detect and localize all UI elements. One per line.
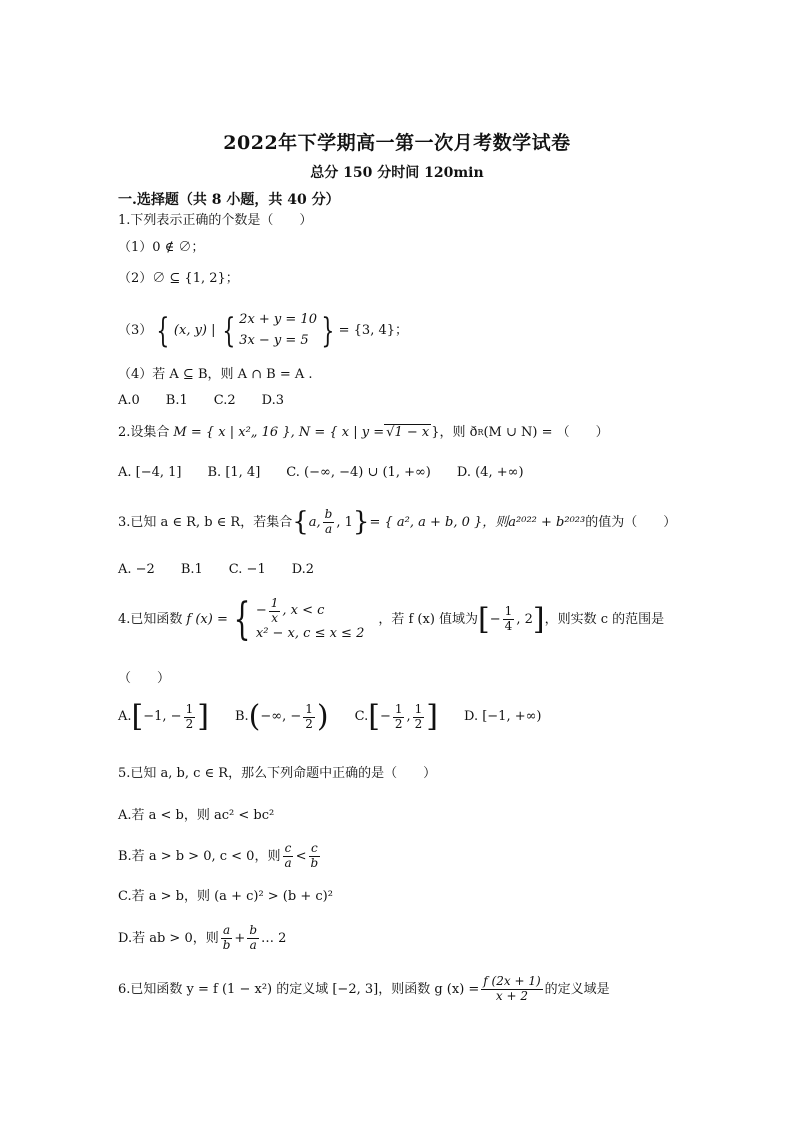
- q4-stem-pre: 4.已知函数: [118, 611, 183, 627]
- q3-option-d: D.2: [291, 562, 315, 577]
- q4-opt-c-comma: ,: [406, 709, 411, 725]
- q3-left-brace: {: [292, 507, 309, 538]
- q5-b-den1: a: [284, 855, 292, 870]
- q2-option-a: A. [−4, 1]: [118, 465, 182, 480]
- q4-opt-b-open: (: [248, 699, 261, 734]
- q2-set-end: }，则 ð: [431, 424, 478, 440]
- q3-option-a: A. −2: [118, 562, 155, 577]
- q4-case1-den: x: [271, 610, 278, 625]
- q4-opt-a-den: 2: [185, 716, 194, 731]
- q4-options: [118, 699, 568, 734]
- q1-option-d: D.3: [261, 393, 285, 408]
- q4-opt-c-num1: 1: [394, 701, 403, 716]
- q2-sets: M = { x | x²„ 16 }, N = { x | y =: [173, 424, 385, 440]
- q3-set-a-end: , 1: [336, 514, 353, 530]
- left-brace: {: [156, 310, 170, 351]
- q1-item-3-label: （3）: [118, 323, 153, 338]
- q1-item-1: （1）0 ∉ ∅；: [118, 240, 205, 255]
- q5-option-b: [118, 842, 322, 871]
- exam-subtitle: 总分 150 分时间 120min: [310, 165, 484, 181]
- q4-case-1: [256, 597, 365, 626]
- q3-stem-post: 的值为（ ）: [585, 514, 677, 530]
- q5-b-frac2: [309, 842, 321, 871]
- q1-item-4: （4）若 A ⊆ B，则 A ∩ B = A .: [118, 367, 313, 382]
- q4-stem-post: ，则实数 c 的范围是: [544, 611, 665, 627]
- q6-stem: [118, 975, 610, 1004]
- q3-expr: a²⁰²² + b²⁰²³: [508, 514, 586, 530]
- q4-case1-num: 1: [270, 596, 279, 610]
- q4-opt-b-label: B.: [234, 709, 249, 725]
- q4-opt-b-pre: −∞, −: [260, 709, 302, 725]
- q4-range-num: 1: [504, 604, 513, 619]
- q1-item-3: [118, 310, 408, 352]
- q4-case-brace: {: [233, 593, 251, 645]
- q2-sqrt: √1 − x: [386, 425, 430, 440]
- q2-option-c: C. (−∞, −4) ∪ (1, +∞): [286, 465, 431, 480]
- q4-range-frac: [503, 605, 515, 634]
- q1-eq1: 2x + y = 10: [239, 312, 317, 327]
- q4-stem-mid: ，若 f (x) 值域为: [378, 611, 479, 627]
- q1-stem: 1.下列表示正确的个数是（ ）: [118, 213, 313, 228]
- q2-stem-pre: 2.设集合: [118, 424, 170, 440]
- q5-b-frac1: [282, 842, 293, 871]
- q4-option-c: [354, 699, 438, 734]
- q4-opt-c-pre: −: [379, 709, 391, 725]
- q1-option-c: C.2: [213, 393, 236, 408]
- q4-opt-a-open: [: [131, 699, 144, 734]
- q4-option-a: [118, 699, 209, 734]
- q5-stem: 5.已知 a, b, c ∈ R，那么下列命题中正确的是（ ）: [118, 766, 437, 781]
- section-heading: 一.选择题（共 8 小题，共 40 分）: [118, 192, 340, 208]
- q4-opt-a-frac: [184, 703, 196, 732]
- right-brace: }: [321, 310, 335, 351]
- q5-b-lt: <: [295, 848, 307, 864]
- q5-d-plus: +: [234, 930, 246, 946]
- q4-opt-c-close: ]: [426, 699, 438, 734]
- q5-d-num1: a: [223, 923, 231, 937]
- q3-frac-den: a: [324, 521, 333, 536]
- q4-opt-b-num: 1: [305, 701, 313, 716]
- q3-stem: [118, 508, 676, 537]
- q4-range-minus: −: [489, 611, 501, 627]
- q4-case1-frac: [269, 597, 281, 626]
- q2-subscript: R: [477, 427, 484, 437]
- q5-b-num1: c: [284, 841, 292, 855]
- q6-frac-den: x + 2: [495, 988, 529, 1003]
- q4-opt-c-num2: 1: [414, 701, 423, 716]
- q4-opt-c-open: [: [368, 699, 380, 734]
- q6-stem-pre: 6.已知函数 y = f (1 − x²) 的定义域 [−2, 3]，则函数 g (x) =: [118, 981, 480, 997]
- q4-opt-b-close: ): [316, 699, 329, 734]
- q5-d-frac2: [247, 924, 259, 953]
- system-brace: {: [221, 310, 235, 351]
- q5-d-den2: a: [249, 937, 257, 952]
- q1-item-3-pair: (x, y) |: [173, 323, 216, 338]
- q5-d-pre: D.若 ab > 0，则: [118, 930, 219, 946]
- q2-options: [118, 465, 550, 481]
- q2-option-d: D. (4, +∞): [456, 465, 524, 480]
- q3-option-b: B.1: [180, 562, 203, 577]
- q5-b-den2: b: [310, 855, 319, 870]
- q4-case1-cond: , x < c: [282, 602, 325, 618]
- q4-opt-c-frac1: [393, 703, 405, 732]
- q5-d-post: … 2: [261, 930, 287, 946]
- q4-case-2: x² − x, c ≤ x ≤ 2: [255, 625, 365, 641]
- page-title: 2022年下学期高一第一次月考数学试卷: [223, 132, 571, 154]
- q4-opt-c-den1: 2: [394, 716, 403, 731]
- q2-sqrt-body: 1 − x: [394, 425, 430, 440]
- q4-cases: [256, 597, 365, 642]
- q1-item-2: （2）∅ ⊆ {1, 2}；: [118, 271, 239, 286]
- q5-option-d: [118, 924, 286, 953]
- q4-range-den: 4: [504, 619, 513, 634]
- q4-case1-minus: −: [255, 602, 267, 618]
- q4-option-b: [234, 699, 329, 734]
- q2-option-b: B. [1, 4]: [207, 465, 261, 480]
- q5-d-frac1: [221, 924, 233, 953]
- q5-option-a: A.若 a < b，则 ac² < bc²: [118, 808, 275, 823]
- q5-option-c: C.若 a > b，则 (a + c)² > (b + c)²: [118, 889, 333, 904]
- q4-stem: [118, 593, 665, 645]
- q5-d-den1: b: [222, 937, 231, 952]
- q1-item-3-result: = {3, 4}；: [338, 323, 408, 338]
- q3-set-b: = { a², a + b, 0 }，则: [369, 514, 509, 530]
- q3-options: [118, 562, 340, 578]
- q4-range-open: [: [478, 601, 490, 637]
- q1-system: [239, 310, 317, 352]
- q3-stem-pre: 3.已知 a ∈ R, b ∈ R，若集合: [118, 514, 293, 530]
- q4-opt-c-label: C.: [354, 709, 369, 725]
- q3-option-c: C. −1: [228, 562, 266, 577]
- q4-opt-a-close: ]: [197, 699, 209, 734]
- q3-set-a: a,: [308, 514, 321, 530]
- q2-stem: [118, 424, 609, 441]
- q4-opt-c-frac2: [413, 703, 425, 732]
- q1-eq2: 3x − y = 5: [239, 332, 309, 348]
- q5-b-pre: B.若 a > b > 0, c < 0，则: [118, 848, 281, 864]
- q4-opt-b-frac: [303, 703, 315, 732]
- q4-opt-c-den2: 2: [414, 716, 423, 731]
- q6-frac-num: f (2x + 1): [483, 974, 541, 988]
- q4-range-post: , 2: [516, 611, 533, 627]
- q4-option-d: D. [−1, +∞): [463, 709, 542, 725]
- q6-fraction: [481, 975, 542, 1004]
- q3-right-brace: }: [352, 507, 370, 538]
- q3-fraction: [323, 508, 335, 537]
- q6-stem-post: 的定义域是: [544, 981, 610, 997]
- q5-b-num2: c: [310, 841, 318, 855]
- q2-stem-post: (M ∪ N) = （ ）: [483, 424, 609, 440]
- q4-opt-b-den: 2: [305, 716, 313, 731]
- q3-frac-num: b: [324, 507, 333, 521]
- q4-range-close: ]: [532, 601, 545, 637]
- q4-opt-a-pre: −1, −: [143, 709, 182, 725]
- q4-fx: f (x) =: [186, 611, 228, 627]
- q4-blank: （ ）: [118, 671, 171, 686]
- q1-option-a: A.0: [118, 393, 140, 408]
- q1-options: [118, 393, 310, 409]
- q5-d-num2: b: [249, 923, 258, 937]
- q4-opt-a-label: A.: [118, 709, 132, 725]
- q1-option-b: B.1: [165, 393, 188, 408]
- q4-opt-a-num: 1: [185, 701, 194, 716]
